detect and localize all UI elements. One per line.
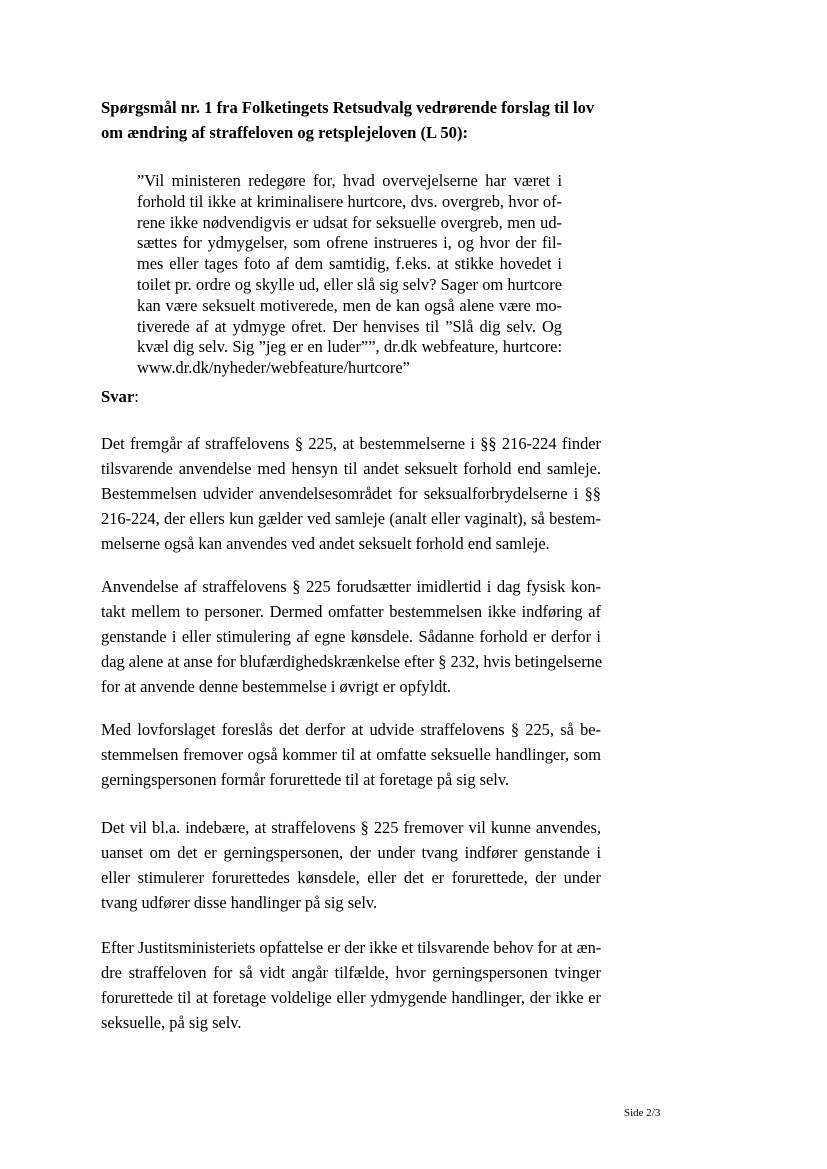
paragraph-line: Bestemmelsen udvider anvendelsesområdet for seksualforbrydelserne i §§ [101,484,601,503]
paragraph-line: seksuelle, på sig selv. [101,1013,242,1032]
paragraph-line: 216-224, der ellers kun gælder ved samleje (analt eller vaginalt), så bestem- [101,509,601,528]
answer-label-colon: : [134,387,139,406]
answer-paragraph-4 [101,815,601,915]
paragraph-line: tvang udfører disse handlinger på sig selv. [101,893,378,912]
page-number: Side 2/3 [624,1107,661,1119]
paragraph-line: dre straffeloven for så vidt angår tilfælde, hvor gerningspersonen tvinger [101,963,601,982]
paragraph-line: Efter Justitsministeriets opfattelse er der ikke et tilsvarende behov for at æn- [101,938,602,957]
paragraph-line: Anvendelse af straffelovens § 225 forudsætter imidlertid i dag fysisk kon- [101,577,601,596]
quote-line: forhold til ikke at kriminalisere hurtcore, dvs. overgreb, hvor of- [137,191,562,211]
quote-line: sættes for ydmygelser, som ofrene instrueres i, og hvor der fil- [137,233,562,253]
quote-line: rene ikke nødvendigvis er udsat for seksuelle overgreb, men ud- [137,212,562,232]
paragraph-line: Det fremgår af straffelovens § 225, at bestemmelserne i §§ 216-224 finder [101,434,601,453]
quote-line: www.dr.dk/nyheder/webfeature/hurtcore” [137,358,410,378]
paragraph-line: eller stimulerer forurettedes kønsdele, eller det er forurettede, der under [101,868,601,887]
paragraph-line: takt mellem to personer. Dermed omfatter bestemmelsen ikke indføring af [101,602,601,621]
paragraph-line: forurettede til at foretage voldelige eller ydmygende handlinger, der ikke er [101,988,601,1007]
paragraph-line: Med lovforslaget foreslås det derfor at udvide straffelovens § 225, så be- [101,720,601,739]
paragraph-line: melserne også kan anvendes ved andet seksuelt forhold end samleje. [101,534,550,553]
heading-line: Spørgsmål nr. 1 fra Folketingets Retsudvalg vedrørende forslag til lov [101,98,595,117]
question-quote [137,171,562,379]
quote-line: toilet pr. ordre og skylle ud, eller slå sig selv? Sager om hurtcore [137,274,562,294]
answer-paragraph-1 [101,431,601,556]
paragraph-line: stemmelsen fremover også kommer til at omfatte seksuelle handlinger, som [101,745,601,764]
paragraph-line: uanset om det er gerningspersonen, der under tvang indfører genstande i [101,843,601,862]
quote-line: kan være seksuelt motiverede, men de kan også alene være mo- [137,295,562,315]
answer-paragraph-3 [101,717,601,792]
paragraph-line: genstande i eller stimulering af egne kønsdele. Sådanne forhold er derfor i [101,627,601,646]
paragraph-line: tilsvarende anvendelse med hensyn til andet seksuelt forhold end samleje. [101,459,601,478]
question-heading [101,95,641,145]
paragraph-line: for at anvende denne bestemmelse i øvrigt er opfyldt. [101,677,452,696]
answer-label [101,384,139,409]
heading-line: om ændring af straffeloven og retsplejeloven (L 50): [101,123,469,142]
quote-line: mes eller tages foto af dem samtidig, f.eks. at stikke hovedet i [137,254,562,274]
answer-paragraph-5 [101,935,601,1035]
paragraph-line: Det vil bl.a. indebære, at straffelovens § 225 fremover vil kunne anvendes, [101,818,601,837]
paragraph-line: dag alene at anse for blufærdighedskrænkelse efter § 232, hvis betingelserne [101,652,603,671]
quote-line: kvæl dig selv. Sig ”jeg er en luder””, dr.dk webfeature, hurtcore: [137,337,562,357]
answer-label-text: Svar [101,387,135,406]
quote-line: ”Vil ministeren redegøre for, hvad overvejelserne har været i [137,171,562,190]
paragraph-line: gerningspersonen formår forurettede til at foretage på sig selv. [101,770,510,789]
quote-line: tiverede af at ydmyge ofret. Der henvises til ”Slå dig selv. Og [137,316,562,336]
answer-paragraph-2 [101,574,601,699]
